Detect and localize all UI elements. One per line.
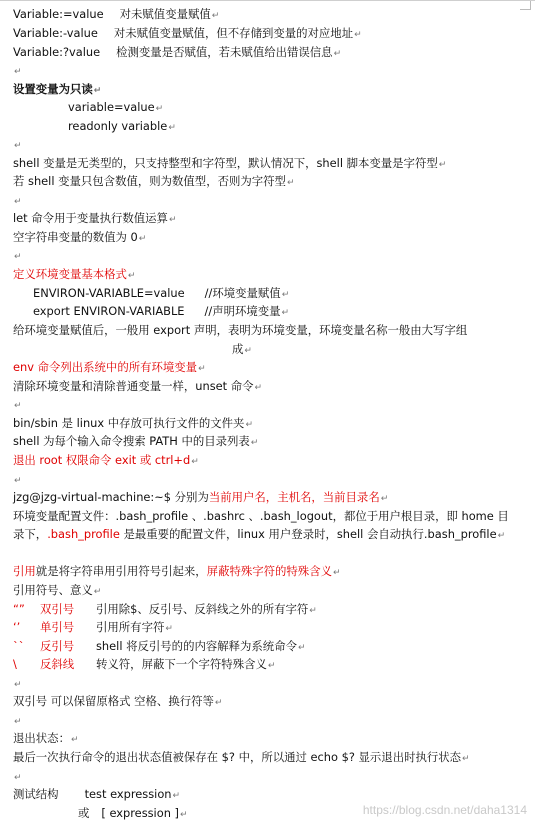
page-corner-mark — [520, 1, 531, 10]
doc-line: 最后一次执行命令的退出状态值被保存在 $? 中，所以通过 echo $? 显示退出时执行状态↵ — [13, 750, 470, 764]
doc-line: 环境变量配置文件：.bash_profile 、.bashrc 、.bash_logout，都位于用户根目录，即 home 目 — [13, 509, 509, 523]
doc-line: 给环境变量赋值后，一般用 export 声明，表明为环境变量，环境变量名称一般由大写字组 — [13, 323, 468, 337]
doc-line: 退出 root 权限命令 exit 或 ctrl+d↵ — [13, 453, 199, 467]
doc-line: Variable:=value 对未赋值变量赋值↵ — [13, 7, 220, 21]
empty-paragraph: ↵ — [14, 476, 22, 486]
section-heading: 设置变量为只读↵ — [13, 82, 102, 96]
doc-line: let 命令用于变量执行数值运算↵ — [13, 211, 177, 225]
doc-line: 测试结构 test expression↵ — [13, 787, 181, 801]
doc-line: Variable:?value 检测变量是否赋值，若未赋值给出错误信息↵ — [13, 45, 342, 59]
code-line: readonly variable↵ — [68, 119, 176, 133]
doc-line: env 命令列出系统中的所有环境变量↵ — [13, 360, 206, 374]
empty-paragraph: ↵ — [14, 401, 22, 411]
empty-paragraph: ↵ — [14, 680, 22, 690]
doc-line: 录下，.bash_profile 是最重要的配置文件，linux 用户登录时，shell 会自动执行.bash_profile↵ — [13, 527, 506, 541]
doc-line: 或 [ expression ]↵ — [78, 806, 188, 820]
doc-line: 退出状态：↵ — [13, 731, 79, 745]
doc-line: 清除环境变量和清除普通变量一样，unset 命令↵ — [13, 379, 263, 393]
empty-paragraph: ↵ — [14, 197, 22, 207]
doc-line: 双引号 可以保留原格式 空格、换行符等↵ — [13, 694, 223, 708]
empty-paragraph: ↵ — [14, 252, 22, 262]
doc-line: Variable:-value 对未赋值变量赋值，但不存储到变量的对应地址↵ — [13, 26, 362, 40]
doc-line: bin/sbin 是 linux 中存放可执行文件的文件夹↵ — [13, 416, 253, 430]
empty-paragraph: ↵ — [14, 67, 22, 77]
doc-line: jzg@jzg-virtual-machine:~$ 分别为当前用户名，主机名，当前目录名↵ — [13, 490, 389, 504]
code-line: variable=value↵ — [68, 100, 164, 114]
quote-table-row: ‘’ 单引号 引用所有字符↵ — [13, 620, 173, 634]
empty-paragraph: ↵ — [14, 717, 22, 727]
doc-line: shell 变量是无类型的，只支持整型和字符型，默认情况下，shell 脚本变量是字符型↵ — [13, 156, 447, 170]
doc-line: 若 shell 变量只包含数值，则为数值型，否则为字符型↵ — [13, 174, 295, 188]
doc-line: shell 为每个输入命令搜索 PATH 中的目录列表↵ — [13, 434, 259, 448]
watermark-url: https://blog.csdn.net/daha1314 — [362, 803, 527, 817]
doc-line-continuation: 成↵ — [232, 342, 252, 356]
empty-paragraph: ↵ — [14, 141, 22, 151]
doc-line: 引用符号、意义↵ — [13, 583, 102, 597]
doc-line: 空字符串变量的数值为 0↵ — [13, 230, 147, 244]
section-heading: 定义环境变量基本格式↵ — [13, 267, 136, 281]
page-top-border — [0, 0, 535, 1]
doc-line: 引用就是将字符串用引用符号引起来，屏蔽特殊字符的特殊含义↵ — [13, 564, 341, 578]
quote-table-row: “” 双引号 引用除$、反引号、反斜线之外的所有字符↵ — [13, 602, 317, 616]
quote-table-row: \ 反斜线 转义符，屏蔽下一个字符特殊含义↵ — [13, 657, 276, 671]
code-line: export ENVIRON-VARIABLE //声明环境变量↵ — [33, 304, 290, 318]
quote-table-row: `` 反引号 shell 将反引号的的内容解释为系统命令↵ — [13, 639, 306, 653]
code-line: ENVIRON-VARIABLE=value //环境变量赋值↵ — [33, 286, 290, 300]
empty-paragraph: ↵ — [14, 773, 22, 783]
